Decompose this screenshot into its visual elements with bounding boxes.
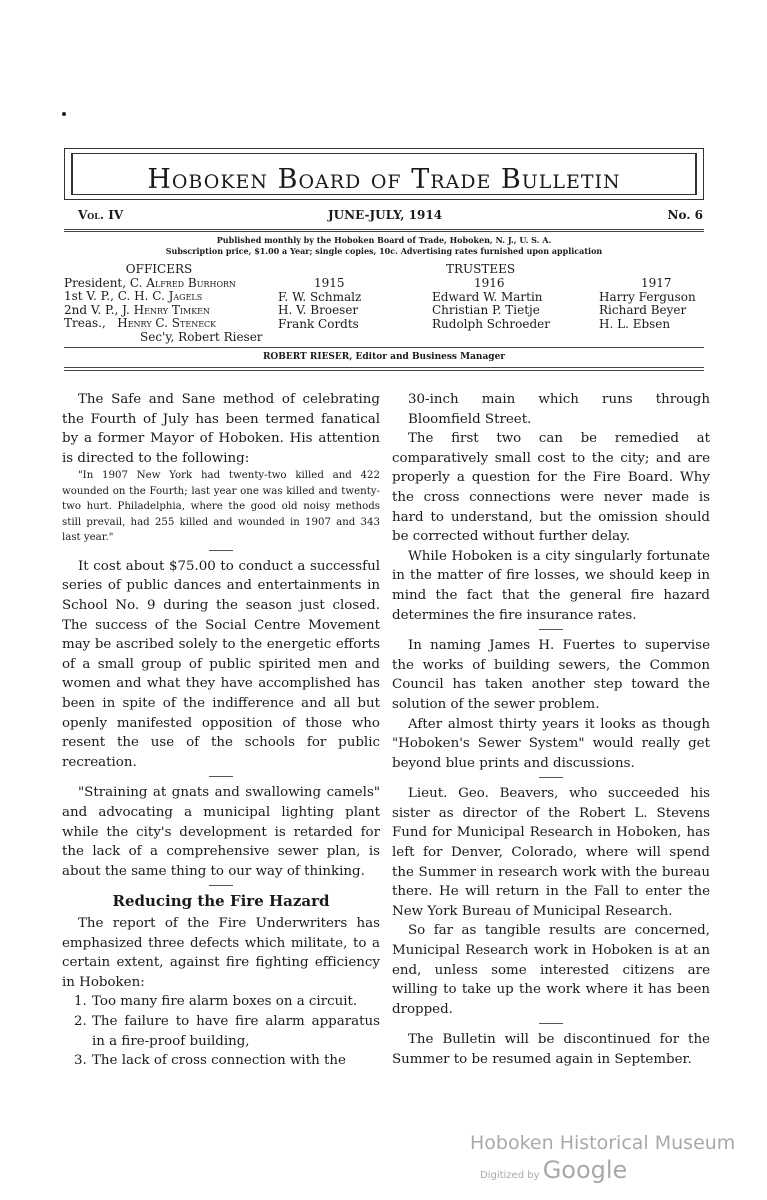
masthead-title: Hoboken Board of Trade Bulletin xyxy=(147,164,621,195)
masthead-inner-frame xyxy=(71,153,697,195)
publication-info xyxy=(64,235,704,257)
officers-heading: OFFICERS xyxy=(125,262,193,276)
volume: Vol. IV xyxy=(78,208,124,222)
trustees-heading: TRUSTEES xyxy=(446,262,516,276)
watermark-museum: Hoboken Historical Museum xyxy=(470,1132,736,1154)
separator xyxy=(539,777,563,778)
officer-row: Treas., Henry C. Steneck xyxy=(64,316,217,330)
trustee-name: F. W. Schmalz xyxy=(278,289,362,304)
trustees-1917 xyxy=(599,277,696,331)
separator xyxy=(209,550,233,551)
trustee-name: Edward W. Martin xyxy=(432,289,543,304)
separator xyxy=(539,629,563,630)
ink-speck xyxy=(62,112,66,116)
separator xyxy=(209,885,233,886)
paragraph-sewer-system: After almost thirty years it looks as though "Hoboken's Sewer System" would really get beyond blue prints and discussions. xyxy=(392,716,710,771)
divider xyxy=(64,367,704,368)
list-item: 3. The lack of cross connection with the xyxy=(74,1053,346,1069)
paragraph-fire-losses: While Hoboken is a city singularly fortunate in the matter of fire losses, we should keep in mind the fact that the general fire hazard determines the fire insurance rates. xyxy=(392,548,710,623)
divider xyxy=(64,370,704,371)
trustee-name: Christian P. Tietje xyxy=(432,303,540,317)
officer-row: President, C. Alfred Burhorn xyxy=(64,275,237,290)
editor-line: ROBERT RIESER, Editor and Business Manager xyxy=(262,352,506,362)
trustee-year: 1916 xyxy=(474,276,505,290)
google-logo: Google xyxy=(542,1156,628,1184)
trustee-name: H. L. Ebsen xyxy=(599,316,671,331)
paragraph-gnats-camels: "Straining at gnats and swallowing camels" and advocating a municipal lighting plant while the city's development is retarded for the lack of a comprehensive sewer plan, is about the same thing to our way of thinking. xyxy=(62,785,380,879)
quote-casualties: "In 1907 New York had twenty-two killed and 422 wounded on the Fourth; last year one was killed and twenty-two hurt. Philadelphia, where the good old noisy methods still prevail, had 255 killed and wounded in 1907 and 343 last year." xyxy=(62,470,380,544)
paragraph-fourth-of-july: The Safe and Sane method of celebrating the Fourth of July has been termed fanatical by a former Mayor of Hoboken. His attention is directed to the following: xyxy=(62,392,380,466)
paragraph-remedies: The first two can be remedied at comparatively small cost to the city; and are properly a question for the Fire Board. Why the cross connections were never made is hard to understand, but the omission should be corrected without further delay. xyxy=(392,431,710,545)
publication-line: Published monthly by the Hoboken Board of Trade, Hoboken, N. J., U. S. A. xyxy=(216,235,552,245)
section-heading: Reducing the Fire Hazard xyxy=(112,892,330,911)
right-column xyxy=(392,390,710,1070)
paragraph-continued: 30-inch main which runs through Bloomfield Street. xyxy=(408,392,710,427)
watermark-digitized: Digitized by Google xyxy=(480,1156,628,1184)
trustee-name: Harry Ferguson xyxy=(599,289,696,304)
paragraph-fuertes: In naming James H. Fuertes to supervise the works of building sewers, the Common Council has taken another step toward the solution of the sewer problem. xyxy=(392,638,710,712)
list-item: 1. Too many fire alarm boxes on a circuit. xyxy=(74,994,358,1010)
trustee-name: H. V. Broeser xyxy=(278,303,359,317)
secretary: Sec'y, Robert Rieser xyxy=(140,329,263,344)
list-item: 2. The failure to have fire alarm apparatus in a fire-proof building, xyxy=(74,1013,380,1049)
trustee-name: Frank Cordts xyxy=(278,316,359,331)
trustee-name: Rudolph Schroeder xyxy=(432,316,550,331)
trustee-year: 1917 xyxy=(641,276,672,290)
divider xyxy=(64,347,704,348)
trustee-year: 1915 xyxy=(314,276,345,290)
divider xyxy=(64,229,704,230)
paragraph-beavers: Lieut. Geo. Beavers, who succeeded his sister as director of the Robert L. Stevens Fund for Municipal Research in Hoboken, has left for Denver, Colorado, where will spend the Summer in research work with the bureau there. He will return in the Fall to enter the New York Bureau of Municipal Research. xyxy=(392,786,710,919)
issue-date: JUNE-JULY, 1914 xyxy=(328,208,443,222)
paragraph-social-centre: It cost about $75.00 to conduct a successful series of public dances and entertainments in School No. 9 during the season just closed. The success of the Social Centre Movement may be ascribed solely to the energetic efforts of a small group of public spirited men and women and what they have accomplished has been in spite of the indifference and all but openly manifested opposition of those who resent the use of the schools for public recreation. xyxy=(62,558,380,770)
watermark xyxy=(470,1132,735,1184)
trustees-1915 xyxy=(278,277,361,331)
paragraph-municipal-research: So far as tangible results are concerned, Municipal Research work in Hoboken is at an end, unless some interested citizens are willing to take up the work where it has been dropped. xyxy=(392,923,710,1017)
separator xyxy=(539,1023,563,1024)
subscription-line: Subscription price, $1.00 a Year; single copies, 10c. Advertising rates furnished upon application xyxy=(165,246,603,256)
paragraph-bulletin-notice: The Bulletin will be discontinued for the Summer to be resumed again in September. xyxy=(392,1032,710,1067)
officers-block xyxy=(64,263,263,344)
masthead-frame xyxy=(64,148,704,200)
officer-row: 2nd V. P., J. Henry Timken xyxy=(64,302,211,317)
separator xyxy=(209,776,233,777)
divider xyxy=(64,231,704,232)
trustees-1916 xyxy=(432,277,550,331)
issue-number: No. 6 xyxy=(667,208,703,222)
trustee-name: Richard Beyer xyxy=(599,303,687,317)
officer-row: 1st V. P., C. H. C. Jagels xyxy=(64,289,203,303)
paragraph-fire-underwriters: The report of the Fire Underwriters has emphasized three defects which militate, to a certain extent, against fire fighting efficiency in Hoboken: xyxy=(62,915,380,990)
defects-list xyxy=(62,992,380,1070)
left-column xyxy=(62,390,380,1071)
trustees-heading-wrap xyxy=(432,263,704,277)
